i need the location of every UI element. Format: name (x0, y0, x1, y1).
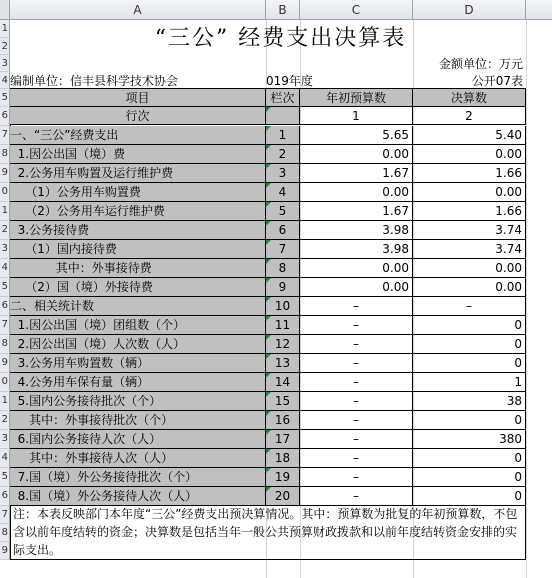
row-seq[interactable] (266, 126, 300, 145)
row-budget[interactable]: – (300, 411, 413, 430)
row-seq[interactable] (266, 411, 300, 430)
row-actual[interactable]: 1.66 (413, 202, 526, 221)
header-seq[interactable]: 栏次 (266, 89, 300, 107)
row-seq[interactable] (266, 316, 300, 335)
row-item[interactable]: 2.公务用车购置及运行维护费 (10, 164, 266, 183)
row-actual[interactable]: 0 (413, 487, 526, 506)
row-header[interactable]: 5 (0, 89, 10, 107)
row-header[interactable]: 0 (0, 183, 10, 202)
row-header[interactable]: 3 (0, 240, 10, 259)
comment-marker-icon (266, 373, 271, 378)
row-budget[interactable]: 5.65 (300, 126, 413, 145)
row-actual[interactable]: 0 (413, 354, 526, 373)
row-seq[interactable] (266, 430, 300, 449)
row-seq-label: 16 (274, 413, 291, 427)
row-budget[interactable]: 3.98 (300, 240, 413, 259)
row-seq-label: 19 (274, 470, 291, 484)
comment-marker-icon (266, 335, 271, 340)
row-seq[interactable] (266, 468, 300, 487)
row-actual[interactable]: 0 (413, 449, 526, 468)
row-header[interactable]: 7 (0, 506, 10, 524)
row-header[interactable]: 2 (0, 221, 10, 240)
row-header[interactable]: 7 (0, 126, 10, 145)
row-actual[interactable]: – (413, 297, 526, 316)
row-budget[interactable]: – (300, 297, 413, 316)
row-item[interactable]: 3.公务接待费 (10, 221, 266, 240)
row-seq-label: 15 (274, 394, 291, 408)
row-header[interactable]: 6 (0, 297, 10, 316)
row-seq-label: 6 (278, 223, 287, 237)
row-seq-label: 13 (274, 356, 291, 370)
comment-marker-icon (266, 202, 271, 207)
comment-marker-icon (266, 449, 271, 454)
row-seq[interactable] (266, 487, 300, 506)
row-header[interactable]: 4 (0, 449, 10, 468)
row-seq-label: 18 (274, 451, 291, 465)
comment-marker-icon (266, 164, 271, 169)
comment-marker-icon (266, 278, 271, 283)
header-actual[interactable]: 决算数 (413, 89, 526, 107)
row-seq-label: 12 (274, 337, 291, 351)
row-budget[interactable]: 0.00 (300, 259, 413, 278)
row-actual[interactable]: 0 (413, 335, 526, 354)
comment-marker-icon (266, 297, 271, 302)
code-label: 公开07表 (471, 74, 523, 88)
row-header[interactable]: 5 (0, 278, 10, 297)
row-header[interactable]: 1 (0, 20, 10, 38)
comment-marker-icon (266, 392, 271, 397)
row-actual[interactable]: 3.74 (413, 221, 526, 240)
subheader-budget[interactable]: 1 (300, 107, 413, 125)
row-seq-label: 1 (278, 128, 287, 142)
row-actual[interactable]: 1 (413, 373, 526, 392)
row-actual[interactable]: 1.66 (413, 164, 526, 183)
row-seq[interactable] (266, 164, 300, 183)
comment-marker-icon (266, 468, 271, 473)
row-item[interactable]: （1）国内接待费 (10, 240, 266, 259)
row-item[interactable]: 7.国（境）外公务接待批次（个） (10, 468, 266, 487)
row-actual[interactable]: 0.00 (413, 259, 526, 278)
row-header[interactable]: 2 (0, 38, 10, 55)
row-budget[interactable]: – (300, 430, 413, 449)
row-header[interactable]: 8 (0, 335, 10, 354)
row-actual[interactable]: 3.74 (413, 240, 526, 259)
table-footnote[interactable]: 注：本表反映部门本年度“三公”经费支出预决算情况。其中：预算数为批复的年初预算数，不包含以前年度结转的资金；决算数是包括当年一般公共预算财政拨款和以前年度结转资金安排的实际支出。 (10, 505, 526, 560)
row-item[interactable]: 3.公务用车购置数（辆） (10, 354, 266, 373)
row-header[interactable]: 4 (0, 259, 10, 278)
row-header[interactable]: 1 (0, 392, 10, 411)
row-seq-label: 8 (278, 261, 287, 275)
row-header[interactable]: 9 (0, 354, 10, 373)
row-seq[interactable] (266, 297, 300, 316)
row-seq[interactable] (266, 183, 300, 202)
row-budget[interactable]: 0.00 (300, 145, 413, 164)
year-label: 019年度 (266, 74, 313, 88)
row-actual[interactable]: 38 (413, 392, 526, 411)
row-seq-label: 14 (274, 375, 291, 389)
row-seq-label: 20 (274, 489, 291, 503)
comment-marker-icon (266, 240, 271, 245)
row-seq-label: 7 (278, 242, 287, 256)
row-header[interactable]: 0 (0, 373, 10, 392)
row-header[interactable]: 3 (0, 430, 10, 449)
row-header[interactable]: 5 (0, 468, 10, 487)
subheader-actual[interactable]: 2 (413, 107, 526, 125)
row-budget[interactable]: – (300, 449, 413, 468)
row-item[interactable]: 1.因公出国（境）团组数（个） (10, 316, 266, 335)
row-budget[interactable]: 0.00 (300, 183, 413, 202)
row-seq[interactable] (266, 449, 300, 468)
row-header[interactable]: 6 (0, 487, 10, 506)
row-header[interactable]: 2 (0, 411, 10, 430)
row-seq-label: 11 (274, 318, 291, 332)
row-seq-label: 9 (278, 280, 287, 294)
row-seq[interactable] (266, 354, 300, 373)
row-seq-label: 3 (278, 166, 287, 180)
org-label: 编制单位：信丰县科学技术协会 (10, 74, 179, 88)
report-title: “三公” 经费支出决算表 (154, 26, 407, 51)
row-header[interactable]: 8 (0, 524, 10, 542)
row-header[interactable]: 9 (0, 164, 10, 183)
comment-marker-icon (266, 430, 271, 435)
row-item[interactable]: （2）国（境）外接待费 (10, 278, 266, 297)
comment-marker-icon (266, 126, 271, 131)
row-budget[interactable]: 1.67 (300, 202, 413, 221)
row-actual[interactable]: 0 (413, 316, 526, 335)
row-seq[interactable] (266, 335, 300, 354)
row-budget[interactable]: 1.67 (300, 164, 413, 183)
row-item[interactable]: 6.国内公务接待人次（人） (10, 430, 266, 449)
row-seq-label: 2 (278, 147, 287, 161)
row-seq[interactable] (266, 240, 300, 259)
row-actual[interactable]: 0.00 (413, 183, 526, 202)
comment-marker-icon (266, 183, 271, 188)
row-seq[interactable] (266, 278, 300, 297)
comment-marker-icon (266, 487, 271, 492)
row-seq-label: 5 (278, 204, 287, 218)
row-seq-label: 4 (278, 185, 287, 199)
comment-marker-icon (266, 259, 271, 264)
row-item[interactable]: 1.因公出国（境）费 (10, 145, 266, 164)
row-item[interactable]: 其中：外事接待费 (10, 259, 266, 278)
column-header-b[interactable]: B (266, 0, 300, 20)
row-actual[interactable]: 380 (413, 430, 526, 449)
column-header-c[interactable]: C (300, 0, 413, 20)
row-seq-label: 17 (274, 432, 291, 446)
row-seq[interactable] (266, 221, 300, 240)
comment-marker-icon (266, 316, 271, 321)
row-header[interactable]: 9 (0, 542, 10, 560)
row-header[interactable]: 6 (0, 107, 10, 126)
row-budget[interactable]: – (300, 335, 413, 354)
header-item[interactable]: 项目 (10, 89, 266, 107)
row-actual[interactable]: 5.40 (413, 126, 526, 145)
row-item[interactable]: 二、相关统计数 (10, 297, 266, 316)
subheader-seq[interactable] (266, 107, 300, 125)
row-budget[interactable]: 3.98 (300, 221, 413, 240)
row-actual[interactable]: 0 (413, 468, 526, 487)
row-seq[interactable] (266, 392, 300, 411)
row-budget[interactable]: – (300, 373, 413, 392)
select-all-corner[interactable] (0, 0, 10, 20)
row-budget[interactable]: – (300, 354, 413, 373)
row-header[interactable]: 4 (0, 72, 10, 89)
row-actual[interactable]: 0 (413, 411, 526, 430)
row-budget[interactable]: – (300, 487, 413, 506)
row-seq[interactable] (266, 145, 300, 164)
row-item[interactable]: 一、“三公”经费支出 (10, 126, 266, 145)
row-item[interactable]: 2.因公出国（境）人次数（人） (10, 335, 266, 354)
comment-marker-icon (266, 411, 271, 416)
row-budget[interactable]: – (300, 468, 413, 487)
row-budget[interactable]: 0.00 (300, 278, 413, 297)
comment-marker-icon (266, 354, 271, 359)
unit-label: 金额单位：万元 (438, 57, 523, 71)
row-item[interactable]: 8.国（境）外公务接待人次（人） (10, 487, 266, 506)
row-header[interactable]: 7 (0, 316, 10, 335)
column-header-d[interactable]: D (413, 0, 526, 20)
row-item[interactable]: 5.国内公务接待批次（个） (10, 392, 266, 411)
gridline (526, 20, 527, 578)
row-actual[interactable]: 0.00 (413, 145, 526, 164)
row-item[interactable]: （1）公务用车购置费 (10, 183, 266, 202)
row-budget[interactable]: – (300, 316, 413, 335)
header-budget[interactable]: 年初预算数 (300, 89, 413, 107)
comment-marker-icon (266, 221, 271, 226)
comment-marker-icon (266, 107, 271, 112)
row-item[interactable]: 4.公务用车保有量（辆） (10, 373, 266, 392)
row-seq[interactable] (266, 259, 300, 278)
comment-marker-icon (266, 145, 271, 150)
column-header-e[interactable] (526, 0, 552, 20)
row-seq[interactable] (266, 373, 300, 392)
row-item[interactable]: （2）公务用车运行维护费 (10, 202, 266, 221)
row-item[interactable]: 其中：外事接待批次（个） (10, 411, 266, 430)
row-header[interactable]: 3 (0, 55, 10, 72)
row-header[interactable]: 8 (0, 145, 10, 164)
row-seq-label: 10 (274, 299, 291, 313)
row-seq[interactable] (266, 202, 300, 221)
column-header-a[interactable]: A (10, 0, 266, 20)
row-budget[interactable]: – (300, 392, 413, 411)
row-header[interactable]: 1 (0, 202, 10, 221)
row-item[interactable]: 其中：外事接待人次（人） (10, 449, 266, 468)
subheader-item[interactable]: 行次 (10, 107, 266, 125)
row-actual[interactable]: 0.00 (413, 278, 526, 297)
